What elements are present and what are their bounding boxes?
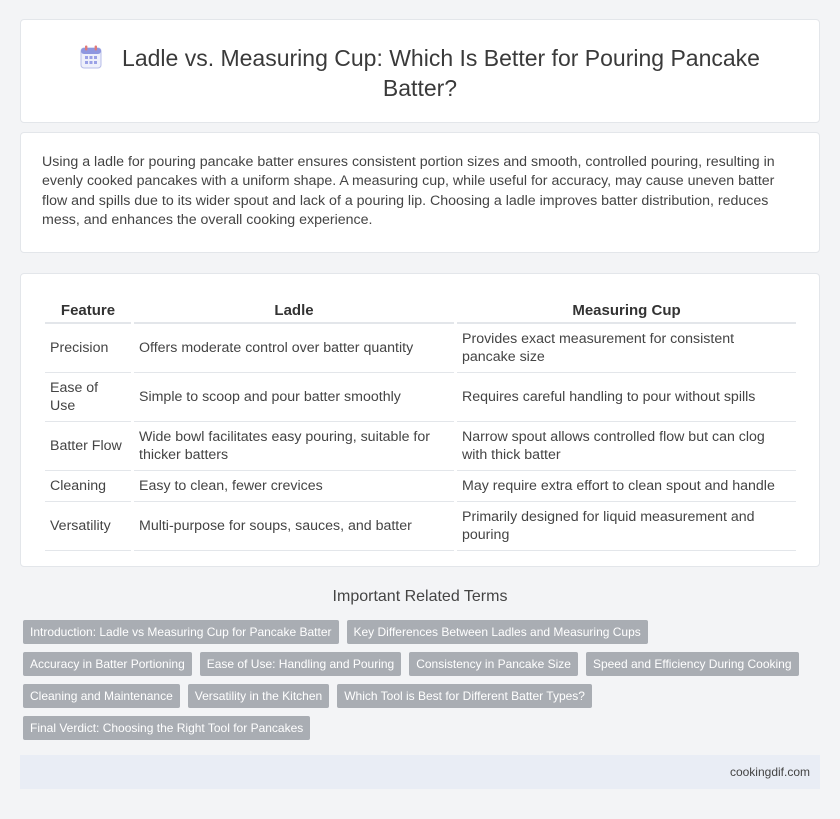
related-term-tag[interactable]: Key Differences Between Ladles and Measuring Cups <box>347 620 648 644</box>
ladle-cell: Wide bowl facilitates easy pouring, suitable for thicker batters <box>134 422 454 471</box>
comparison-table <box>42 294 799 551</box>
table-row <box>45 502 796 551</box>
feature-cell: Precision <box>45 324 131 373</box>
page-title-wrap <box>61 43 779 103</box>
intro-card <box>20 132 820 253</box>
related-term-tag[interactable]: Accuracy in Batter Portioning <box>23 652 192 676</box>
header-ladle: Ladle <box>134 294 454 324</box>
related-term-tag[interactable]: Which Tool is Best for Different Batter Types? <box>337 684 592 708</box>
related-terms-title: Important Related Terms <box>332 588 508 605</box>
measuring-cup-cell: Narrow spout allows controlled flow but can clog with thick batter <box>457 422 796 471</box>
measuring-cup-cell: Primarily designed for liquid measurement and pouring <box>457 502 796 551</box>
ladle-cell: Easy to clean, fewer crevices <box>134 471 454 502</box>
measuring-cup-cell: Requires careful handling to pour without spills <box>457 373 796 422</box>
ladle-cell: Offers moderate control over batter quantity <box>134 324 454 373</box>
feature-cell: Ease of Use <box>45 373 131 422</box>
feature-cell: Batter Flow <box>45 422 131 471</box>
table-row <box>45 471 796 502</box>
related-term-tag[interactable]: Versatility in the Kitchen <box>188 684 329 708</box>
measuring-cup-cell: May require extra effort to clean spout and handle <box>457 471 796 502</box>
table-row <box>45 422 796 471</box>
page-title: Ladle vs. Measuring Cup: Which Is Better for Pouring Pancake Batter? <box>122 45 760 101</box>
table-row <box>45 324 796 373</box>
ladle-cell: Multi-purpose for soups, sauces, and batter <box>134 502 454 551</box>
related-term-tag[interactable]: Cleaning and Maintenance <box>23 684 180 708</box>
related-terms-list <box>23 620 803 740</box>
related-term-tag[interactable]: Speed and Efficiency During Cooking <box>586 652 799 676</box>
feature-cell: Versatility <box>45 502 131 551</box>
related-term-tag[interactable]: Consistency in Pancake Size <box>409 652 578 676</box>
related-term-tag[interactable]: Ease of Use: Handling and Pouring <box>200 652 401 676</box>
comparison-card <box>20 273 820 567</box>
calendar-icon <box>80 45 102 69</box>
feature-cell: Cleaning <box>45 471 131 502</box>
related-term-tag[interactable]: Final Verdict: Choosing the Right Tool for Pancakes <box>23 716 310 740</box>
measuring-cup-cell: Provides exact measurement for consistent pancake size <box>457 324 796 373</box>
header-card <box>20 19 820 123</box>
footer <box>20 755 820 789</box>
footer-site-link[interactable]: cookingdif.com <box>729 765 810 779</box>
header-measuring-cup: Measuring Cup <box>457 294 796 324</box>
related-term-tag[interactable]: Introduction: Ladle vs Measuring Cup for Pancake Batter <box>23 620 339 644</box>
table-header-row <box>45 294 796 324</box>
table-row <box>45 373 796 422</box>
ladle-cell: Simple to scoop and pour batter smoothly <box>134 373 454 422</box>
header-feature: Feature <box>45 294 131 324</box>
intro-paragraph: Using a ladle for pouring pancake batter ensures consistent portion sizes and smooth, controlled pouring, resulting in evenly cooked pancakes with a uniform shape. A measuring cup, while useful for accuracy, may cause uneven batter flow and spills due to its wider spout and lack of a pouring lip. Choosing a ladle improves batter distribution, reduces mess, and enhances the overall cooking experience. <box>42 154 775 228</box>
